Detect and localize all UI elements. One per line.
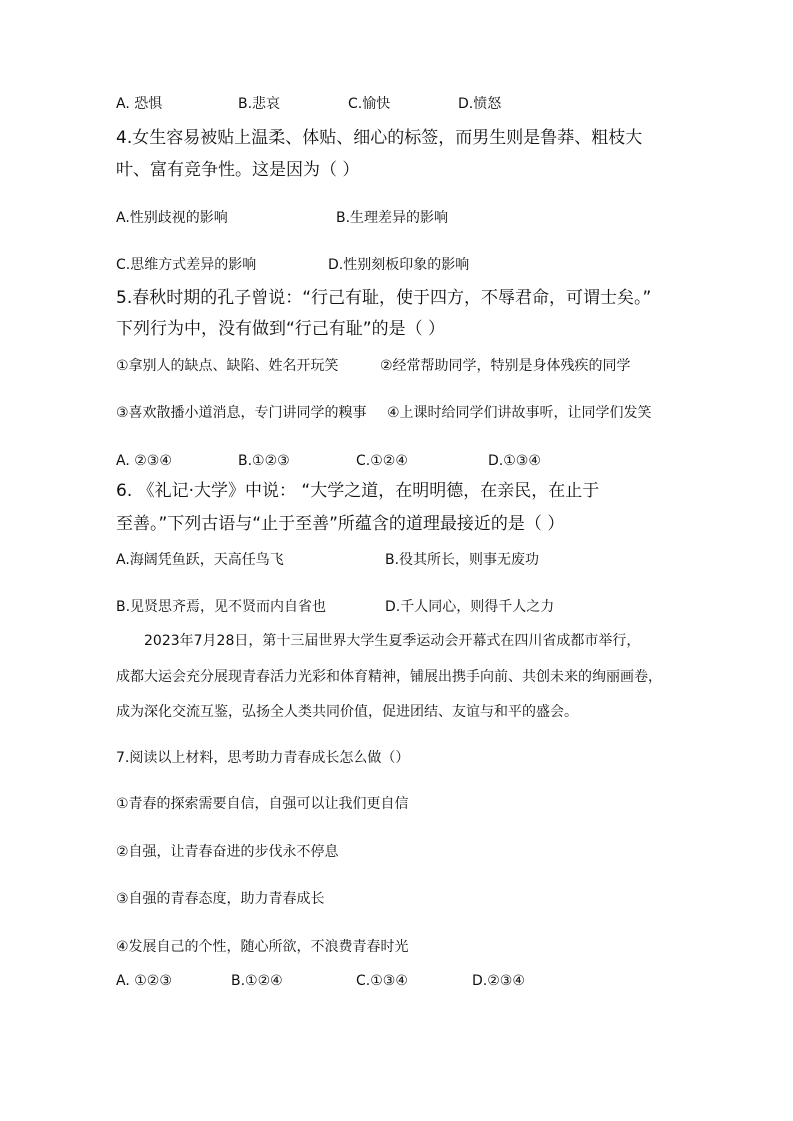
q7-option-b: B.①②④ (231, 973, 283, 989)
q5-item-1: ①拿别人的缺点、缺陷、姓名开玩笑 (116, 358, 339, 374)
q7-item-3: ③自强的青春态度，助力青春成长 (116, 891, 325, 907)
q3-option-a: A. 恐惧 (116, 96, 163, 112)
q6-option-b: B.役其所长，则事无废功 (385, 552, 540, 568)
q7-option-c: C.①③④ (356, 973, 408, 989)
q5-option-b: B.①②③ (238, 453, 290, 469)
q3-option-c: C.愉快 (348, 96, 391, 112)
q7-item-2: ②自强，让青春奋进的步伐永不停息 (116, 844, 339, 860)
q4-stem-line1: 4.女生容易被贴上温柔、体贴、细心的标签，而男生则是鲁莽、粗枝大 (116, 128, 643, 148)
q3-option-d: D.愤怒 (458, 96, 502, 112)
q4-option-b: B.生理差异的影响 (336, 210, 449, 226)
q5-option-a: A. ②③④ (116, 453, 172, 469)
material-line-2: 成都大运会充分展现青春活力光彩和体育精神，铺展出携手向前、共创未来的绚丽画卷， (116, 669, 662, 685)
q4-option-c: C.思维方式差异的影响 (116, 257, 257, 273)
q6-stem-line2: 至善。”下列古语与“止于至善”所蕴含的道理最接近的是（ ） (116, 514, 565, 534)
q6-stem-line1: 6. 《礼记·大学》中说： “大学之道，在明明德，在亲民，在止于 (116, 481, 600, 501)
q7-item-1: ①青春的探索需要自信，自强可以让我们更自信 (116, 796, 409, 812)
q7-stem: 7.阅读以上材料，思考助力青春成长怎么做（） (116, 750, 410, 766)
q5-stem-line1: 5.春秋时期的孔子曾说：“行己有耻，使于四方，不辱君命，可谓士矣。” (116, 288, 652, 308)
q3-option-b: B.悲哀 (238, 96, 281, 112)
q7-option-d: D.②③④ (472, 973, 525, 989)
q5-option-d: D.①③④ (488, 453, 541, 469)
q5-item-4: ④上课时给同学们讲故事听，让同学们发笑 (387, 405, 652, 421)
q5-option-c: C.①②④ (356, 453, 408, 469)
q6-option-c: B.见贤思齐焉，见不贤而内自省也 (116, 599, 327, 615)
q6-option-d: D.千人同心，则得千人之力 (385, 599, 555, 615)
q5-item-3: ③喜欢散播小道消息，专门讲同学的糗事 (116, 405, 367, 421)
q7-item-4: ④发展自己的个性，随心所欲，不浪费青春时光 (116, 939, 409, 955)
q5-stem-line2: 下列行为中，没有做到“行己有耻”的是（ ） (116, 319, 446, 339)
material-line-3: 成为深化交流互鉴，弘扬全人类共同价值，促进团结、友谊与和平的盛会。 (116, 704, 578, 720)
q7-option-a: A. ①②③ (116, 973, 172, 989)
material-line-1: 2023年7月28日，第十三届世界大学生夏季运动会开幕式在四川省成都市举行， (144, 633, 641, 649)
q4-option-a: A.性别歧视的影响 (116, 210, 228, 226)
q5-item-2: ②经常帮助同学，特别是身体残疾的同学 (380, 358, 631, 374)
q6-option-a: A.海阔凭鱼跃，天高任鸟飞 (116, 552, 284, 568)
q4-stem-line2: 叶、富有竞争性。这是因为（ ） (116, 160, 360, 180)
q4-option-d: D.性别刻板印象的影响 (328, 257, 470, 273)
